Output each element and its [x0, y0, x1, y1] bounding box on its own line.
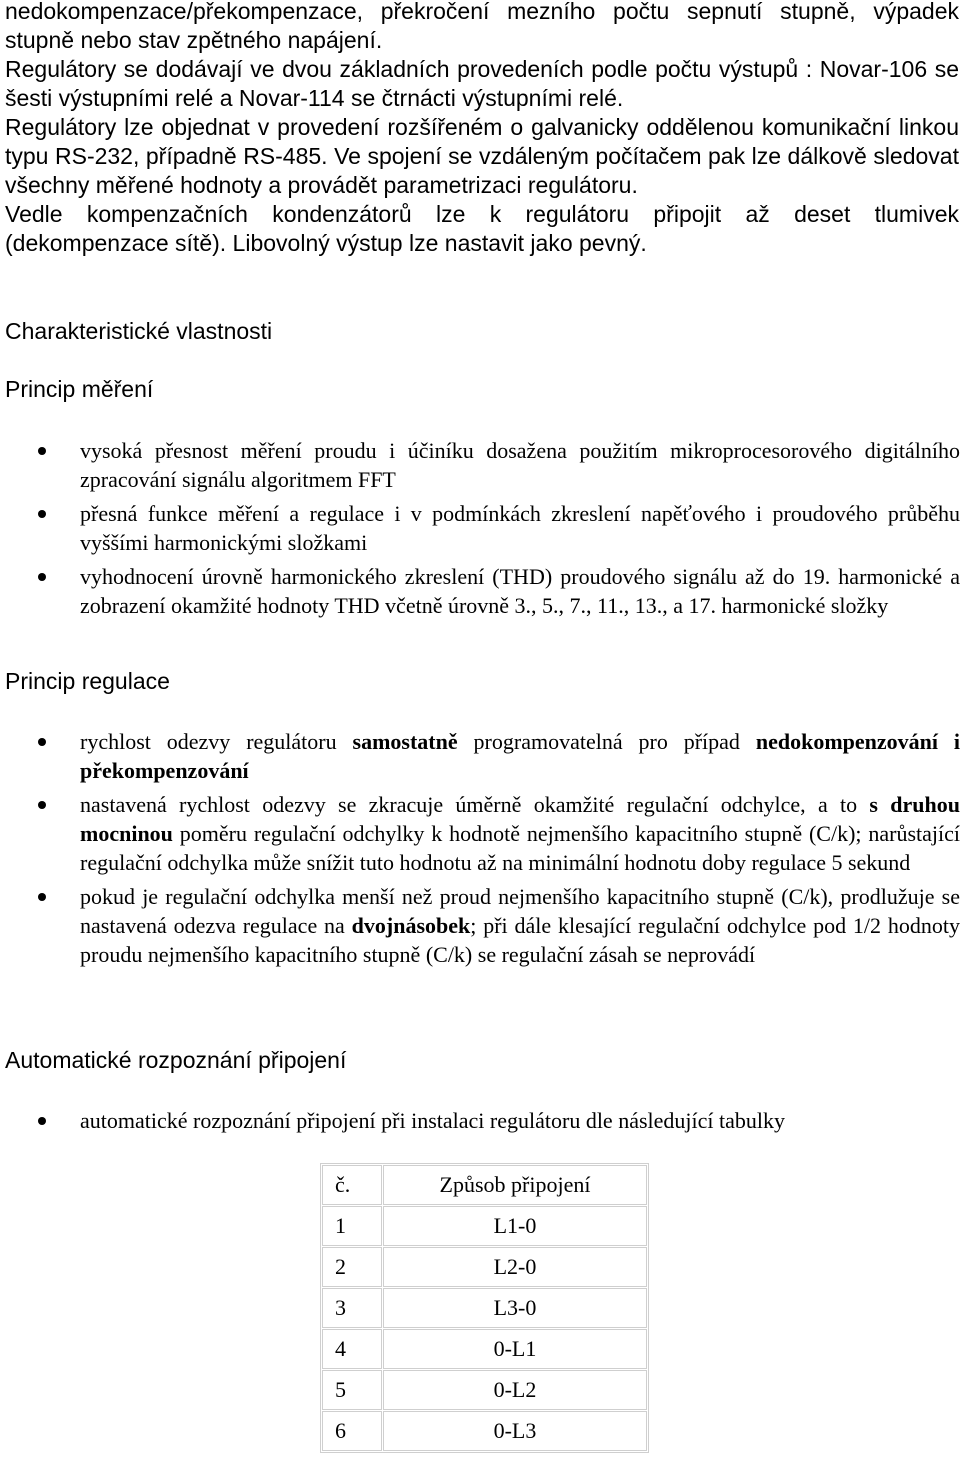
- table-header-cell: č.: [322, 1165, 382, 1205]
- list-item-text: pokud je regulační odchylka menší než proud nejmenšího kapacitního stupně (C/k), prodlužuje se nastavená odezva regulace na: [80, 884, 960, 938]
- list-item-text: nastavená rychlost odezvy se zkracuje úměrně okamžité regulační odchylce, a to: [80, 792, 870, 817]
- intro-section: [5, 0, 959, 258]
- section-heading-measuring: Princip měření: [5, 376, 154, 402]
- list-item-text: vysoká přesnost měření proudu i účiníku dosažena použitím mikroprocesorového digitálního zpracování signálu algoritmem FFT: [80, 438, 960, 492]
- list-item: [0, 727, 960, 785]
- list-item-text: ; při dále klesající regulační odchylce pod 1/2 hodnoty proudu nejmenšího kapacitního stupně (C/k) se regulační zásah se neprovádí: [80, 913, 960, 967]
- list-item-emphasis: dvojnásobek: [351, 913, 471, 938]
- connection-table: [320, 1163, 649, 1453]
- list-item: [0, 562, 960, 620]
- list-item-text: automatické rozpoznání připojení při instalaci regulátoru dle následující tabulky: [80, 1108, 785, 1133]
- table-cell-number: 3: [322, 1288, 382, 1328]
- table-cell-number: 1: [322, 1206, 382, 1246]
- list-item-text: vyhodnocení úrovně harmonického zkreslení (THD) proudového signálu až do 19. harmonické a zobrazení okamžité hodnoty THD včetně úrovně 3., 5., 7., 11., 13., a 17. harmonické složky: [80, 564, 960, 618]
- intro-paragraph: Vedle kompenzačních kondenzátorů lze k regulátoru připojit až deset tlumivek (dekompenzace sítě). Libovolný výstup lze nastavit jako pevný.: [5, 201, 959, 256]
- table-cell-number: 2: [322, 1247, 382, 1287]
- table-row: [322, 1329, 647, 1369]
- bullet-icon: [38, 738, 46, 746]
- list-item-text: rychlost odezvy regulátoru: [80, 729, 353, 754]
- list-item-text: poměru regulační odchylky k hodnotě nejmenšího kapacitního stupně (C/k); narůstající regulační odchylka může snížit tuto hodnotu až na minimální hodnotu doby regulace 5 sekund: [80, 821, 960, 875]
- table-row: [322, 1411, 647, 1451]
- table-cell-connection: L3-0: [383, 1288, 647, 1328]
- table-header-cell: Způsob připojení: [383, 1165, 647, 1205]
- list-item-text: přesná funkce měření a regulace i v podmínkách zkreslení napěťového i proudového průběhu vyššími harmonickými složkami: [80, 501, 960, 555]
- table-cell-number: 4: [322, 1329, 382, 1369]
- list-item: [0, 882, 960, 969]
- table-cell-connection: L2-0: [383, 1247, 647, 1287]
- list-item-text: programovatelná pro případ: [457, 729, 756, 754]
- table-cell-number: 5: [322, 1370, 382, 1410]
- intro-paragraph: Regulátory lze objednat v provedení rozšířeném o galvanicky oddělenou komunikační linkou typu RS-232, případně RS-485. Ve spojení se vzdáleným počítačem pak lze dálkově sledovat všechny měřené hodnoty a provádět parametrizaci regulátoru.: [5, 114, 959, 198]
- section-heading-auto-detect: Automatické rozpoznání připojení: [5, 1047, 347, 1073]
- table-cell-connection: 0-L3: [383, 1411, 647, 1451]
- bullet-icon: [38, 510, 46, 518]
- table-row: [322, 1370, 647, 1410]
- list-item-emphasis: s druhou mocninou: [80, 792, 960, 846]
- bullet-icon: [38, 573, 46, 581]
- regulation-list: [0, 727, 960, 974]
- list-item-emphasis: samostatně: [352, 729, 458, 754]
- table-row: [322, 1288, 647, 1328]
- section-heading-regulation: Princip regulace: [5, 668, 170, 694]
- list-item: [0, 436, 960, 494]
- measuring-list: [0, 436, 960, 625]
- bullet-icon: [38, 801, 46, 809]
- list-item-emphasis: nedokompenzování i překompenzování: [80, 729, 960, 783]
- bullet-icon: [38, 447, 46, 455]
- intro-paragraph: Regulátory se dodávají ve dvou základních provedeních podle počtu výstupů : Novar-106 se šesti výstupními relé a Novar-114 se čtrnácti výstupními relé.: [5, 56, 959, 111]
- bullet-icon: [38, 893, 46, 901]
- table-row: [322, 1206, 647, 1246]
- table-cell-connection: 0-L1: [383, 1329, 647, 1369]
- bullet-icon: [38, 1117, 46, 1125]
- table-cell-connection: 0-L2: [383, 1370, 647, 1410]
- table-row: [322, 1247, 647, 1287]
- table-cell-connection: L1-0: [383, 1206, 647, 1246]
- table-header-row: [322, 1165, 647, 1205]
- table-cell-number: 6: [322, 1411, 382, 1451]
- section-heading-characteristics: Charakteristické vlastnosti: [5, 318, 273, 344]
- list-item: [0, 499, 960, 557]
- intro-paragraph: nedokompenzace/překompenzace, překročení mezního počtu sepnutí stupně, výpadek stupně nebo stav zpětného napájení.: [5, 0, 959, 53]
- auto-detect-list: [0, 1106, 960, 1140]
- list-item: [0, 790, 960, 877]
- list-item: [0, 1106, 960, 1135]
